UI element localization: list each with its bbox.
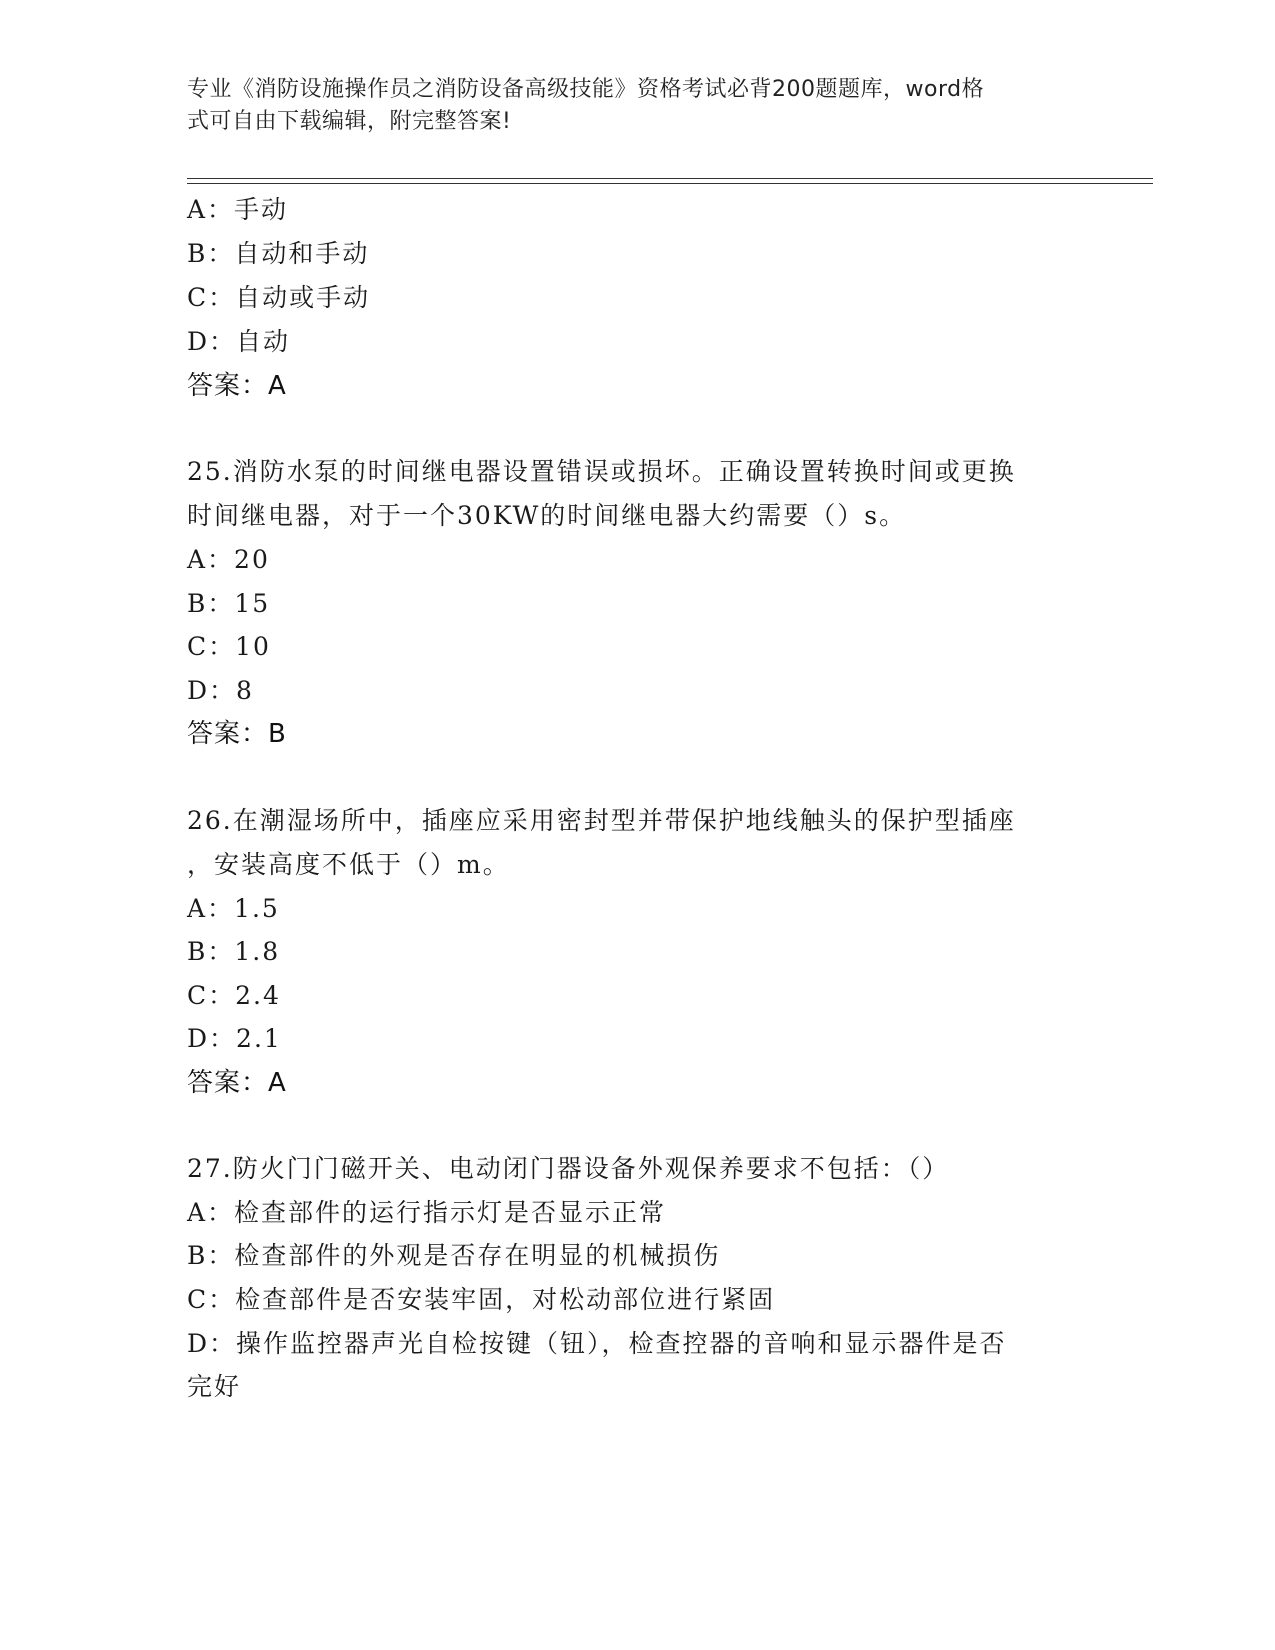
q26-option-a: A：1.5: [187, 894, 280, 923]
q24-option-b: B：自动和手动: [187, 239, 370, 268]
q27-option-c: C：检查部件是否安装牢固，对松动部位进行紧固: [187, 1285, 776, 1314]
q26-stem-line-1: 26.在潮湿场所中，插座应采用密封型并带保护地线触头的保护型插座: [187, 806, 1016, 835]
q26-stem-line-2: ，安装高度不低于（）m。: [187, 850, 510, 879]
q27-stem-line-1: 27.防火门门磁开关、电动闭门器设备外观保养要求不包括：（）: [187, 1154, 950, 1183]
q24-option-d: D：自动: [187, 327, 291, 356]
q27-option-b: B：检查部件的外观是否存在明显的机械损伤: [187, 1241, 721, 1270]
q25-option-b: B：15: [187, 589, 271, 618]
q27-option-d-line-1: D：操作监控器声光自检按键（钮），检查控器的音响和显示器件是否: [187, 1329, 1007, 1358]
q25-option-d: D：8: [187, 676, 254, 705]
q26-option-b: B：1.8: [187, 937, 281, 966]
document-header: [187, 74, 1067, 138]
q24-option-a: A：手动: [187, 195, 289, 224]
q27-option-a: A：检查部件的运行指示灯是否显示正常: [187, 1198, 667, 1227]
q25-answer: 答案：B: [187, 719, 287, 749]
q25-stem-line-2: 时间继电器，对于一个30KW的时间继电器大约需要（）s。: [187, 501, 907, 530]
q26-answer: 答案：A: [187, 1068, 287, 1098]
q26-option-d: D：2.1: [187, 1024, 282, 1053]
q25-option-c: C：10: [187, 632, 271, 661]
header-rule-bottom: [187, 183, 1153, 184]
q24-answer: 答案：A: [187, 371, 287, 401]
q27-option-d-line-2: 完好: [187, 1372, 242, 1401]
q26-option-c: C：2.4: [187, 981, 281, 1010]
q25-option-a: A：20: [187, 545, 270, 574]
q24-option-c: C：自动或手动: [187, 283, 371, 312]
q25-stem-line-1: 25.消防水泵的时间继电器设置错误或损坏。正确设置转换时间或更换: [187, 457, 1016, 486]
header-rule-top: [187, 178, 1153, 179]
header-line-1: 专业《消防设施操作员之消防设备高级技能》资格考试必背200题题库，word格: [187, 77, 985, 102]
header-line-2: 式可自由下载编辑，附完整答案!: [187, 109, 512, 134]
